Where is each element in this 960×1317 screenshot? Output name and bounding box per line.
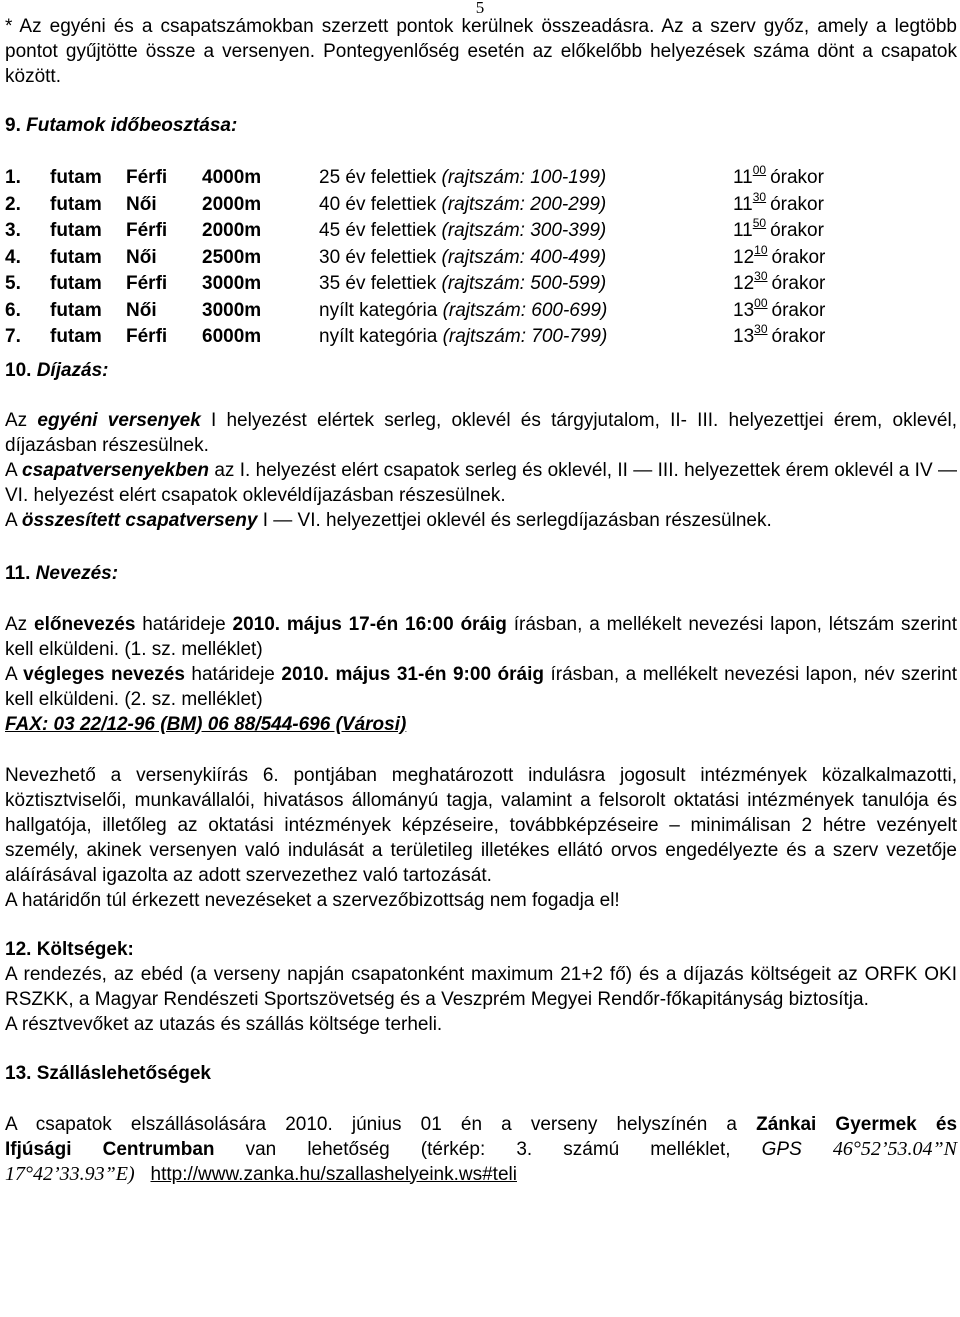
- race-number: 3.: [5, 220, 21, 241]
- race-start-time: $13^{30}$ órakor: [733, 322, 826, 347]
- section-10-heading: [5, 358, 957, 383]
- race-bib-range: (rajtszám: 500-599): [441, 273, 607, 294]
- race-start-time: $11^{00}$ órakor: [733, 163, 824, 188]
- race-category: 40 év felettiek (rajtszám: 200-299): [319, 193, 607, 215]
- section-11-number: 11.: [5, 562, 31, 584]
- race-gender: Női: [126, 299, 157, 321]
- section-11-heading: [5, 561, 957, 586]
- fax-numbers: FAX: 03 22/12-96 (BM) 06 88/544-696 (Városi): [5, 713, 407, 735]
- race-start-time: $13^{00}$ órakor: [733, 295, 826, 321]
- race-start-time: $12^{30}$ órakor: [733, 269, 826, 294]
- race-bib-range: (rajtszám: 700-799): [442, 326, 608, 347]
- document-body: [5, 14, 957, 1187]
- section-13-title: Szálláslehetőségek: [36, 1062, 211, 1084]
- gps-label: GPS: [761, 1138, 802, 1160]
- race-row: [5, 158, 957, 188]
- race-label: futam: [50, 193, 102, 215]
- race-label: futam: [50, 246, 102, 268]
- race-gender: Férfi: [126, 326, 168, 347]
- race-bib-range: (rajtszám: 600-699): [442, 299, 608, 321]
- accommodation-line-1: A csapatok elszállásolására 2010. június 01 én a verseny helyszínén a Zánkai Gyermek és: [5, 1113, 958, 1135]
- race-number: 5.: [5, 273, 21, 294]
- accommodation-line-2: Ifjúsági Centrumban van lehetőség (térkép: 3. számú melléklet, GPS 46°52’53.04”N: [5, 1137, 957, 1160]
- race-distance: 3000m: [202, 299, 262, 321]
- race-gender: Női: [126, 193, 157, 215]
- gps-north: 46°52’53.04”N: [832, 1137, 957, 1160]
- race-start-time: $12^{10}$ órakor: [733, 242, 826, 268]
- section-9-title: Futamok időbeosztása:: [26, 115, 238, 136]
- race-label: futam: [50, 273, 102, 294]
- race-distance: 4000m: [202, 167, 262, 188]
- race-category: 30 év felettiek (rajtszám: 400-499): [319, 246, 607, 268]
- race-start-time: $11^{30}$ órakor: [733, 189, 824, 215]
- section-9-number: 9.: [5, 115, 21, 136]
- race-label: futam: [50, 299, 102, 321]
- race-category: 25 év felettiek (rajtszám: 100-199): [319, 167, 607, 188]
- accommodation-link[interactable]: http://www.zanka.hu/szallashelyeink.ws#teli: [150, 1163, 517, 1185]
- race-distance: 6000m: [202, 326, 262, 347]
- race-number: 2.: [5, 193, 21, 215]
- race-distance: 2500m: [202, 246, 262, 268]
- awards-individual: Az egyéni versenyek I helyezést elértek serleg, oklevél és tárgyjutalom, II- III. helyezettjei érem, oklevél, díjazásban részesülnek.: [5, 409, 957, 456]
- section-12-number: 12.: [5, 938, 32, 960]
- race-category: 45 év felettiek (rajtszám: 300-399): [319, 220, 607, 241]
- section-12-title: Költségek:: [36, 938, 134, 960]
- race-bib-range: (rajtszám: 200-299): [441, 193, 607, 215]
- race-gender: Férfi: [126, 273, 168, 294]
- gps-east: 17°42’33.93”E): [5, 1162, 135, 1185]
- race-gender: Férfi: [126, 220, 168, 241]
- section-9-heading: [5, 113, 957, 138]
- section-13-heading: [5, 1061, 957, 1086]
- race-distance: 2000m: [202, 220, 262, 241]
- race-bib-range: (rajtszám: 400-499): [441, 246, 607, 268]
- awards-team: A csapatversenyekben az I. helyezést elért csapatok serleg és oklevél, II — III. helyezettek érem oklevél a IV — VI. helyezést elért csapatok oklevéldíjazásban részesülnek.: [5, 459, 957, 506]
- section-12-heading: [5, 937, 957, 962]
- deadline-note: A határidőn túl érkezett nevezéseket a szervezőbizottság nem fogadja el!: [5, 889, 620, 911]
- accommodation-line-3: [5, 1162, 957, 1187]
- race-number: 1.: [5, 167, 21, 188]
- costs-paragraph: A rendezés, az ebéd (a verseny napján csapatonként maximum 21+2 fő) és a díjazás költségeit az ORFK OKI RSZKK, a Magyar Rendészeti Sportszövetség és a Veszprém Megyei Rendőr-főkapitányság biztosítja.: [5, 963, 957, 1010]
- race-category: nyílt kategória (rajtszám: 600-699): [319, 299, 608, 321]
- race-number: 6.: [5, 299, 21, 321]
- intro-paragraph: * Az egyéni és a csapatszámokban szerzett pontok kerülnek összeadásra. Az a szerv győz, amely a legtöbb pontot gyűjtötte össze a versenyen. Pontegyenlőség esetén az előkelőbb helyezések száma dönt a csapatok között.: [5, 16, 957, 87]
- race-number: 7.: [5, 326, 21, 347]
- race-gender: Férfi: [126, 167, 168, 188]
- race-gender: Női: [126, 246, 157, 268]
- race-number: 4.: [5, 246, 21, 268]
- race-category: 35 év felettiek (rajtszám: 500-599): [319, 273, 607, 294]
- race-label: futam: [50, 167, 102, 188]
- race-distance: 3000m: [202, 273, 262, 294]
- section-10-title: Díjazás:: [36, 359, 109, 381]
- awards-overall: A összesített csapatverseny I — VI. helyezettjei oklevél és serlegdíjazásban részesülnek.: [5, 509, 772, 531]
- race-bib-range: (rajtszám: 300-399): [441, 220, 607, 241]
- race-schedule: [5, 158, 957, 347]
- race-category: nyílt kategória (rajtszám: 700-799): [319, 326, 608, 347]
- section-11-title: Nevezés:: [35, 562, 119, 584]
- race-bib-range: (rajtszám: 100-199): [441, 167, 607, 188]
- race-distance: 2000m: [202, 193, 262, 215]
- section-10-number: 10.: [5, 359, 32, 381]
- race-label: futam: [50, 220, 102, 241]
- race-start-time: $11^{50}$ órakor: [733, 216, 824, 241]
- pre-registration: Az előnevezés határideje 2010. május 17-én 16:00 óráig írásban, a mellékelt nevezési lapon, létszám szerint kell elküldeni. (1. sz. melléklet): [5, 613, 957, 660]
- travel-costs: A résztvevőket az utazás és szállás költsége terheli.: [5, 1013, 443, 1035]
- section-13-number: 13.: [5, 1062, 32, 1084]
- page-number: 5: [475, 0, 485, 17]
- final-registration: A végleges nevezés határideje 2010. május 31-én 9:00 óráig írásban, a mellékelt nevezési lapon, név szerint kell elküldeni. (2. sz. melléklet): [5, 663, 958, 710]
- race-label: futam: [50, 326, 102, 347]
- eligibility-paragraph: Nevezhető a versenykiírás 6. pontjában meghatározott indulásra jogosult intézmények közalkalmazotti, köztisztviselői, munkavállalói, hivatásos állományú tagja, valamint a felsorolt oktatási intézmények tanulója és hallgatója, illetőleg az oktatási intézmények képzéseire, továbbképzéseire – minimálisan 2 hétre vezényelt személy, akinek versenyen való indulását a területileg illetékes ellátó orvos engedélyezte és a szerv vezetője aláírásával igazolta az adott szervezethez való tartozását.: [5, 764, 957, 886]
